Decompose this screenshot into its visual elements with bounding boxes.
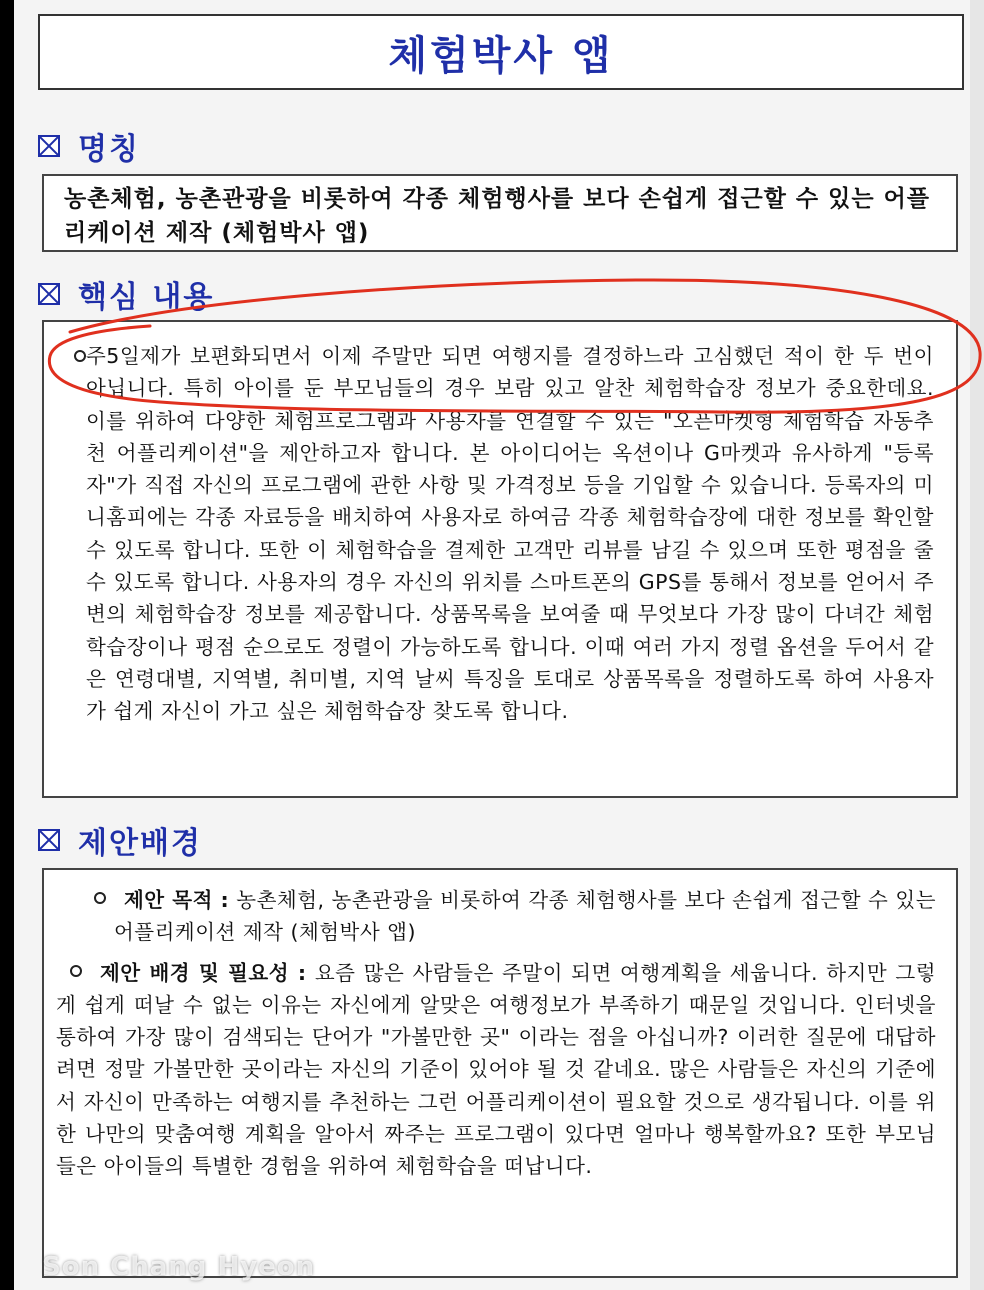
left-edge-bar <box>0 0 14 1290</box>
section-title-name: 명칭 <box>78 132 140 167</box>
title-box <box>38 14 964 90</box>
section-title-core: 핵심 내용 <box>78 280 215 315</box>
section-header-name <box>38 124 140 168</box>
core-box <box>42 320 958 798</box>
document-title: 체험박사 앱 <box>388 32 614 79</box>
core-text: 주5일제가 보편화되면서 이제 주말만 되면 여행지를 결정하느라 고심했던 적이 한 두 번이 아닙니다. 특히 아이를 둔 부모님들의 경우 보람 있고 알찬 체험학습장 정보가 중요한데요. 이를 위하여 다양한 체험프로그램과 사용자를 연결할 수 있는 "오픈마켓형 체험학습 자동추천 어플리케이션"을 제안하고자 합니다. 본 아이디어는 옥션이나 G마켓과 유사하게 "등록자"가 직접 자신의 프로그램에 관한 사항 및 가격정보 등을 기입할 수 있습니다. 등록자의 미니홈피에는 각종 자료등을 배치하여 사용자로 하여금 각종 체험학습장에 대한 정보를 확인할 수 있도록 합니다. 또한 이 체험학습을 결제한 고객만 리뷰를 남길 수 있으며 또한 평점을 줄 수 있도록 합니다. 사용자의 경우 자신의 위치를 스마트폰의 GPS를 통해서 정보를 얻어서 주변의 체험학습장 정보를 제공합니다. 상품목록을 보여줄 때 무엇보다 가장 많이 다녀간 체험학습장이나 평점 순으로도 정렬이 가능하도록 합니다. 이때 여러 가지 정렬 옵션을 두어서 같은 연령대별, 지역별, 취미별, 지역 날씨 특징을 토대로 상품목록을 정렬하도록 하여 사용자가 쉽게 자신이 가고 싶은 체험학습장 찾도록 합니다. <box>86 344 934 724</box>
checkbox-x-icon <box>38 135 60 157</box>
bullet-circle-icon <box>74 350 86 362</box>
right-edge-bar <box>970 0 984 1290</box>
bullet-circle-icon <box>70 965 82 977</box>
section-title-background: 제안배경 <box>78 826 202 861</box>
purpose-label: 제안 목적 : <box>124 888 230 912</box>
section-header-core <box>38 272 214 316</box>
purpose-paragraph <box>44 870 956 949</box>
checkbox-x-icon <box>38 829 60 851</box>
checkbox-x-icon <box>38 283 60 305</box>
bullet-circle-icon <box>94 892 106 904</box>
section-header-background <box>38 818 202 862</box>
need-label: 제안 배경 및 필요성 : <box>100 960 307 985</box>
name-text: 농촌체험, 농촌관광을 비롯하여 각종 체험행사를 보다 손쉽게 접근할 수 있는 어플리케이션 제작 (체험박사 앱) <box>64 186 931 246</box>
need-paragraph <box>44 949 956 1183</box>
need-text: 요즘 많은 사람들은 주말이 되면 여행계획을 세웁니다. 하지만 그렇게 쉽게 떠날 수 없는 이유는 자신에게 알맞은 여행정보가 부족하기 때문일 것입니다. 인터넷을 통하여 가장 많이 검색되는 단어가 "가볼만한 곳" 이라는 점을 아십니까? 이러한 질문에 대답하려면 정말 가볼만한 곳이라는 자신의 기준이 있어야 될 것 같네요. 많은 사람들은 자신의 기준에서 자신이 만족하는 여행지를 추천하는 그런 어플리케이션이 필요할 것으로 생각됩니다. 이를 위한 나만의 맞춤여행 계획을 알아서 짜주는 프로그램이 있다면 얼마나 행복할까요? 또한 부모님들은 아이들의 특별한 경험을 위하여 체험학습을 떠납니다. <box>56 960 936 1179</box>
watermark-text: Son Chang Hyeon <box>42 1252 316 1282</box>
name-box <box>42 174 958 252</box>
purpose-text: 농촌체험, 농촌관광을 비롯하여 각종 체험행사를 보다 손쉽게 접근할 수 있는 어플리케이션 제작 (체험박사 앱) <box>114 888 937 945</box>
background-box <box>42 868 958 1278</box>
